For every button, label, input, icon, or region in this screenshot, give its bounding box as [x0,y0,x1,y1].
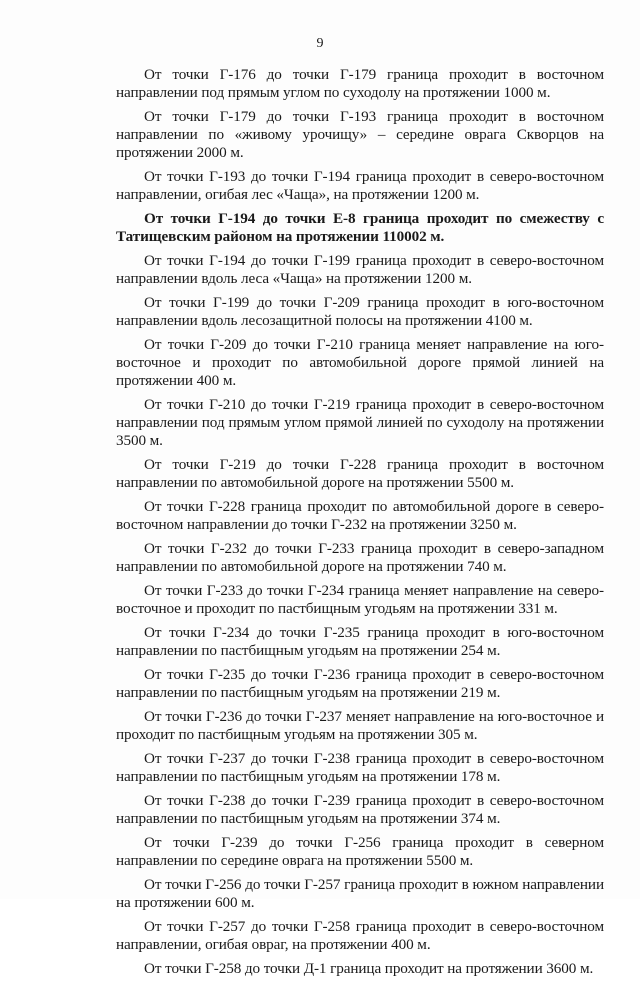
paragraph: От точки Г-235 до точки Г-236 граница проходит в северо-восточном направлении по пастбищным угодьям на протяжении 219 м. [116,666,604,701]
paragraph: От точки Г-258 до точки Д-1 граница проходит на протяжении 3600 м. [144,960,594,977]
paragraph: От точки Г-238 до точки Г-239 граница проходит в северо-восточном направлении по пастбищным угодьям на протяжении 374 м. [116,792,604,827]
paragraph: От точки Г-193 до точки Г-194 граница проходит в северо-восточном направлении, огибая лес «Чаща», на протяжении 1200 м. [116,168,604,203]
paragraph: От точки Г-257 до точки Г-258 граница проходит в северо-восточном направлении, огибая овраг, на протяжении 400 м. [116,918,604,953]
paragraph: От точки Г-256 до точки Г-257 граница проходит в южном направлении на протяжении 600 м. [116,876,604,911]
paragraph: От точки Г-234 до точки Г-235 граница проходит в юго-восточном направлении по пастбищным угодьям на протяжении 254 м. [116,624,604,659]
document-body [116,66,604,984]
paragraph: От точки Г-210 до точки Г-219 граница проходит в северо-восточном направлении под прямым углом прямой линией по суходолу на протяжении 3500 м. [116,396,604,449]
paragraph: От точки Г-236 до точки Г-237 меняет направление на юго-восточное и проходит по пастбищным угодьям на протяжении 305 м. [116,708,604,743]
section-heading-paragraph: От точки Г-194 до точки Е-8 граница проходит по смежеству с Татищевским районом на протяжении 110002 м. [116,210,604,245]
paragraph: От точки Г-209 до точки Г-210 граница меняет направление на юго-восточное и проходит по автомобильной дороге прямой линией на протяжении 400 м. [116,336,604,389]
paragraph: От точки Г-199 до точки Г-209 граница проходит в юго-восточном направлении вдоль лесозащитной полосы на протяжении 4100 м. [116,294,604,329]
paragraph: От точки Г-228 граница проходит по автомобильной дороге в северо-восточном направлении до точки Г-232 на протяжении 3250 м. [116,498,604,533]
paragraph: От точки Г-237 до точки Г-238 граница проходит в северо-восточном направлении по пастбищным угодьям на протяжении 178 м. [116,750,604,785]
paragraph: От точки Г-232 до точки Г-233 граница проходит в северо-западном направлении по автомобильной дороге на протяжении 740 м. [116,540,604,575]
paragraph: От точки Г-194 до точки Г-199 граница проходит в северо-восточном направлении вдоль леса «Чаща» на протяжении 1200 м. [116,252,604,287]
paragraph: От точки Г-219 до точки Г-228 граница проходит в восточном направлении по автомобильной дороге на протяжении 5500 м. [116,456,604,491]
paragraph: От точки Г-239 до точки Г-256 граница проходит в северном направлении по середине оврага на протяжении 5500 м. [116,834,604,869]
page-number: 9 [316,36,324,51]
paragraph: От точки Г-179 до точки Г-193 граница проходит в восточном направлении по «живому урочищу» – середине оврага Скворцов на протяжении 2000 м. [116,108,604,161]
paragraph: От точки Г-233 до точки Г-234 граница меняет направление на северо-восточное и проходит по пастбищным угодьям на протяжении 331 м. [116,582,604,617]
paragraph: От точки Г-176 до точки Г-179 граница проходит в восточном направлении под прямым углом по суходолу на протяжении 1000 м. [116,66,604,101]
